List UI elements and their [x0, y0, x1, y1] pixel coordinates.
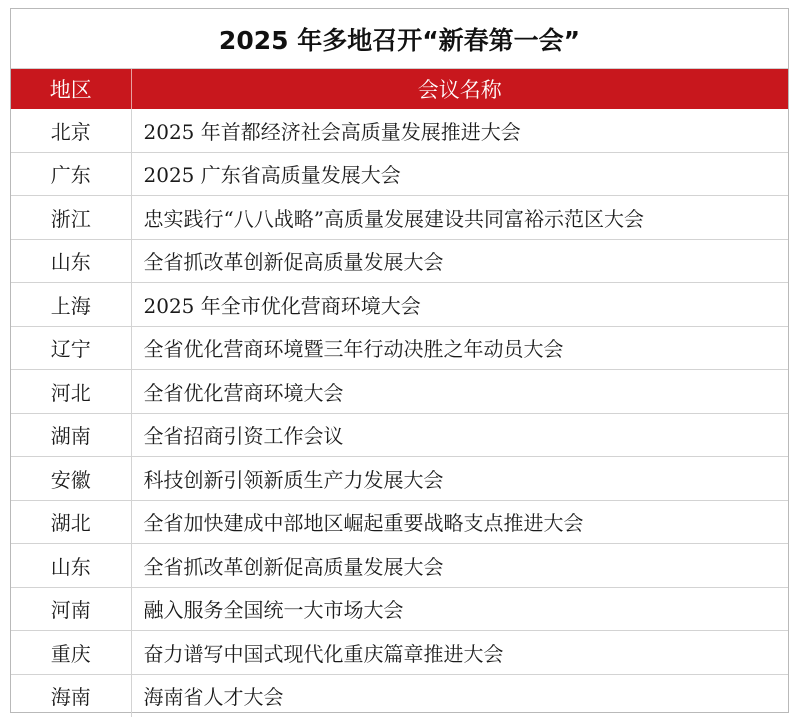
cell-meeting-name: 奋力谱写中国式现代化重庆篇章推进大会: [131, 631, 788, 675]
meeting-table: [11, 69, 788, 717]
table-row: [11, 674, 788, 717]
table-row: [11, 457, 788, 501]
table-row: [11, 500, 788, 544]
cell-meeting-name: 全省招商引资工作会议: [131, 413, 788, 457]
cell-meeting-name: 全省抓改革创新促高质量发展大会: [131, 544, 788, 588]
header-meeting-name: 会议名称: [131, 69, 788, 109]
cell-meeting-name: 全省加快建成中部地区崛起重要战略支点推进大会: [131, 500, 788, 544]
cell-region: 辽宁: [11, 326, 131, 370]
cell-meeting-name: 2025 广东省高质量发展大会: [131, 152, 788, 196]
cell-region: 河北: [11, 370, 131, 414]
cell-meeting-name: 全省优化营商环境暨三年行动决胜之年动员大会: [131, 326, 788, 370]
cell-region: 海南: [11, 674, 131, 717]
table-row: [11, 631, 788, 675]
cell-meeting-name: 全省抓改革创新促高质量发展大会: [131, 239, 788, 283]
cell-region: 湖南: [11, 413, 131, 457]
meeting-table-card: [10, 8, 789, 713]
table-row: [11, 239, 788, 283]
cell-region: 河南: [11, 587, 131, 631]
table-row: [11, 283, 788, 327]
header-region: 地区: [11, 69, 131, 109]
cell-region: 浙江: [11, 196, 131, 240]
table-row: [11, 152, 788, 196]
table-row: [11, 370, 788, 414]
cell-meeting-name: 2025 年全市优化营商环境大会: [131, 283, 788, 327]
cell-meeting-name: 融入服务全国统一大市场大会: [131, 587, 788, 631]
cell-meeting-name: 忠实践行“八八战略”高质量发展建设共同富裕示范区大会: [131, 196, 788, 240]
table-row: [11, 587, 788, 631]
table-header-row: [11, 69, 788, 109]
cell-region: 湖北: [11, 500, 131, 544]
cell-region: 山东: [11, 544, 131, 588]
table-row: [11, 413, 788, 457]
table-row: [11, 196, 788, 240]
cell-region: 上海: [11, 283, 131, 327]
table-title: 2025 年多地召开“新春第一会”: [11, 9, 788, 69]
table-row: [11, 109, 788, 152]
cell-region: 北京: [11, 109, 131, 152]
cell-meeting-name: 2025 年首都经济社会高质量发展推进大会: [131, 109, 788, 152]
cell-region: 广东: [11, 152, 131, 196]
cell-meeting-name: 海南省人才大会: [143, 685, 284, 710]
cell-meeting-name: 科技创新引领新质生产力发展大会: [131, 457, 788, 501]
cell-region: 山东: [11, 239, 131, 283]
cell-meeting-name: 全省优化营商环境大会: [131, 370, 788, 414]
table-row: [11, 544, 788, 588]
table-row: [11, 326, 788, 370]
cell-region: 重庆: [11, 631, 131, 675]
cell-region: 安徽: [11, 457, 131, 501]
